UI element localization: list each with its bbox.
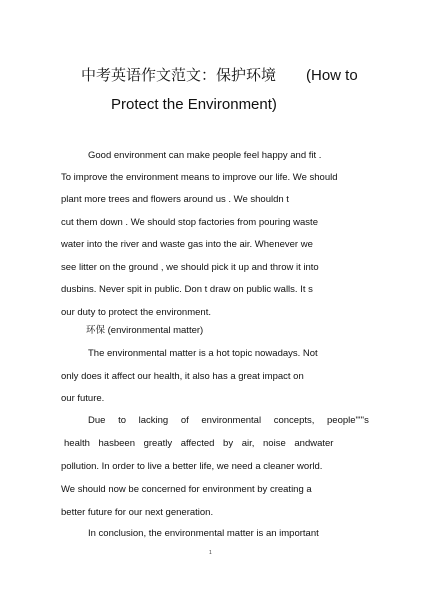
body-line: see litter on the ground , we should pick it up and throw it into bbox=[61, 262, 319, 273]
body-line: our future. bbox=[61, 393, 105, 404]
body-line: In conclusion, the environmental matter is an important bbox=[88, 528, 319, 539]
body-line: Good environment can make people feel happy and fit . bbox=[88, 150, 322, 161]
body-line: only does it affect our health, it also has a great impact on bbox=[61, 371, 304, 382]
body-line: water into the river and waste gas into the air. Whenever we bbox=[61, 239, 313, 250]
body-line: dusbins. Never spit in public. Don t draw on public walls. It s bbox=[61, 284, 313, 295]
body-line: The environmental matter is a hot topic nowadays. Not bbox=[88, 348, 318, 359]
title-line-1: 中考英语作文范文：保护环境 (How to bbox=[81, 67, 358, 84]
body-line: better future for our next generation. bbox=[61, 507, 214, 518]
body-line: health hasbeen greatly affected by air, noise andwater bbox=[64, 438, 334, 449]
body-line: pollution. In order to live a better life, we need a cleaner world. bbox=[61, 461, 323, 472]
body-line: plant more trees and flowers around us . We shouldn t bbox=[61, 194, 289, 205]
body-line: Due to lacking of environmental concepts, people""'s bbox=[88, 415, 369, 426]
title-line-2: Protect the Environment) bbox=[111, 96, 277, 113]
body-line: We should now be concerned for environment by creating a bbox=[61, 484, 312, 495]
page-number: 1 bbox=[209, 550, 212, 556]
section-heading: 环保 (environmental matter) bbox=[86, 325, 204, 336]
body-line: cut them down . We should stop factories from pouring waste bbox=[61, 217, 318, 228]
body-line: our duty to protect the environment. bbox=[61, 307, 211, 318]
body-line: To improve the environment means to improve our life. We should bbox=[61, 172, 338, 183]
